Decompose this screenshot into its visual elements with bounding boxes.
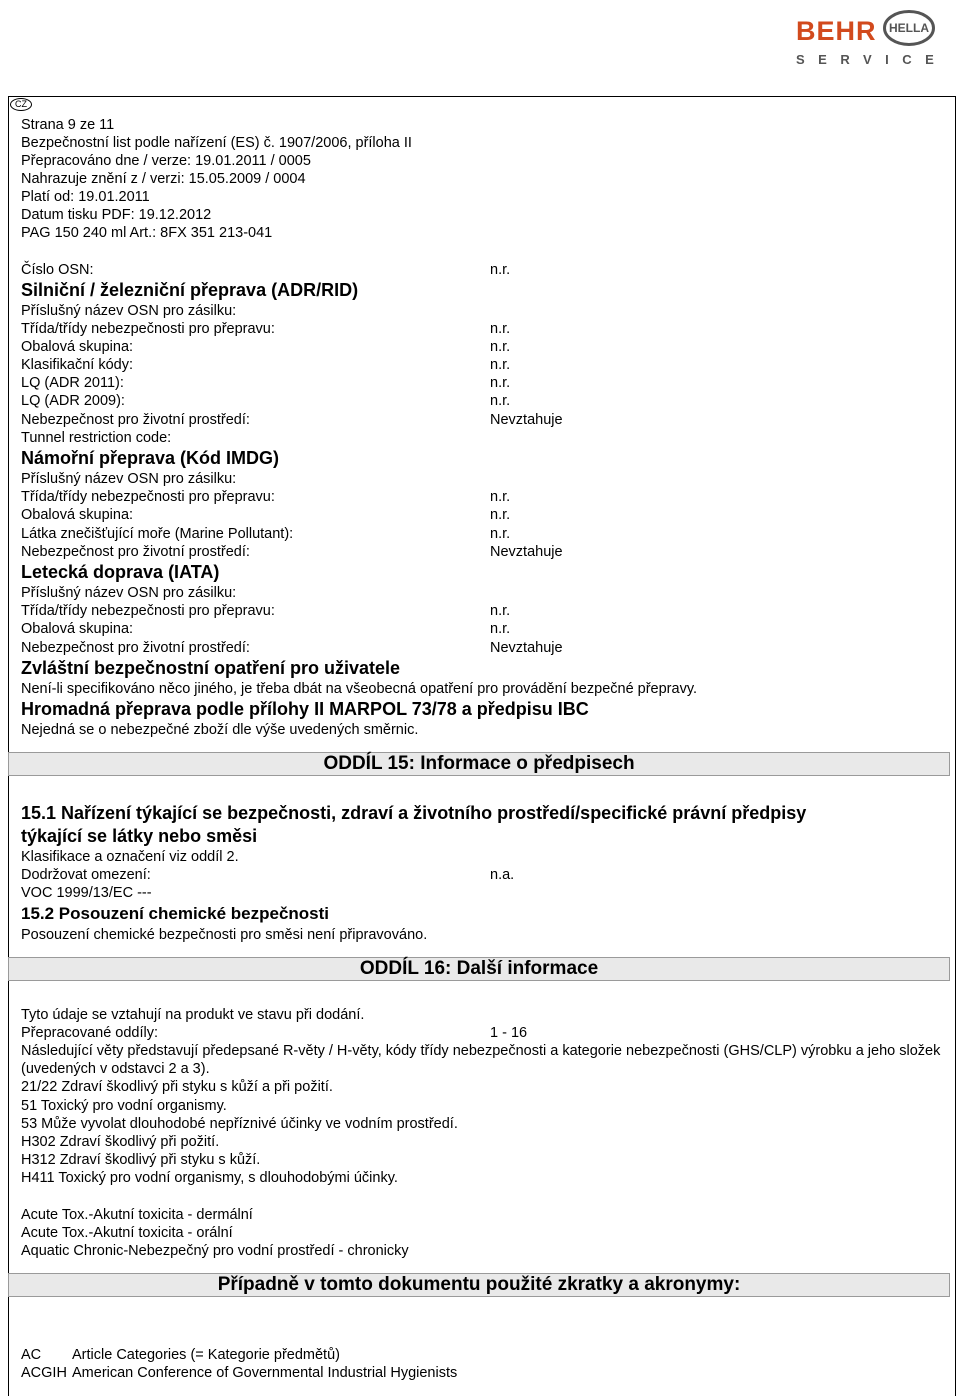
section-15-title: ODDÍL 15: Informace o předpisech xyxy=(323,753,635,774)
phrase-item: H312 Zdraví škodlivý při styku s kůží. xyxy=(21,1152,261,1168)
hella-logo-text: HELLA xyxy=(889,21,929,35)
hella-logo-icon xyxy=(883,10,935,46)
section-16-title: ODDÍL 16: Další informace xyxy=(359,958,599,979)
adr-lq2011-value: n.r. xyxy=(490,375,511,391)
restrictions-value: n.a. xyxy=(490,867,515,883)
restrictions-label: Dodržovat omezení: xyxy=(21,867,151,883)
phrase-item: H411 Toxický pro vodní organismy, s dlouhodobými účinky. xyxy=(21,1170,398,1186)
section-15-header xyxy=(8,752,950,776)
bulk-transport-heading: Hromadná přeprava podle přílohy II MARPOL 73/78 a předpisu IBC xyxy=(21,699,589,719)
section-15-1-heading-cont: týkající se látky nebo směsi xyxy=(21,826,258,846)
classification-text: Klasifikace a označení viz oddíl 2. xyxy=(21,849,239,865)
category-item: Aquatic Chronic-Nebezpečný pro vodní prostředí - chronicky xyxy=(21,1243,409,1259)
abbreviation-code: AC xyxy=(21,1347,42,1363)
adr-env-label: Nebezpečnost pro životní prostředí: xyxy=(21,412,250,428)
adr-packing-label: Obalová skupina: xyxy=(21,339,134,355)
header-line: PAG 150 240 ml Art.: 8FX 351 213-041 xyxy=(21,225,273,241)
phrase-item: 51 Toxický pro vodní organismy. xyxy=(21,1098,227,1114)
header-line: Bezpečnostní list podle nařízení (ES) č. 1907/2006, příloha II xyxy=(21,135,412,151)
imdg-heading: Námořní přeprava (Kód IMDG) xyxy=(21,448,280,468)
phrases-intro: Následující věty představují předepsané R-věty / H-věty, kódy třídy nebezpečnosti a kategorie nebezpečnosti (GHS/CLP) výrobku a jeho složek (uvedených v odstavci 2 a 3). xyxy=(21,1043,941,1077)
imdg-class-label: Třída/třídy nebezpečnosti pro přepravu: xyxy=(21,489,275,505)
imdg-class-value: n.r. xyxy=(490,489,511,505)
iata-class-value: n.r. xyxy=(490,603,511,619)
brand-logo xyxy=(794,8,960,70)
adr-env-value: Nevztahuje xyxy=(490,412,563,428)
abbreviation-code: ACGIH xyxy=(21,1365,67,1381)
service-logo-text: SERVICE xyxy=(796,52,948,67)
un-number-label: Číslo OSN: xyxy=(21,262,94,278)
voc-text: VOC 1999/13/EC --- xyxy=(21,885,152,901)
revised-sections-value: 1 - 16 xyxy=(490,1025,528,1041)
imdg-env-label: Nebezpečnost pro životní prostředí: xyxy=(21,544,250,560)
adr-lq2009-label: LQ (ADR 2009): xyxy=(21,393,125,409)
category-item: Acute Tox.-Akutní toxicita - dermální xyxy=(21,1207,253,1223)
delivery-state-text: Tyto údaje se vztahují na produkt ve stavu při dodání. xyxy=(21,1007,365,1023)
iata-shipping-name: Příslušný název OSN pro zásilku: xyxy=(21,585,237,601)
adr-tunnel-label: Tunnel restriction code: xyxy=(21,430,172,446)
adr-packing-value: n.r. xyxy=(490,339,511,355)
country-code-badge: CZ xyxy=(10,98,32,111)
iata-env-value: Nevztahuje xyxy=(490,640,563,656)
adr-heading: Silniční / železniční přeprava (ADR/RID) xyxy=(21,280,359,300)
imdg-packing-label: Obalová skupina: xyxy=(21,507,134,523)
behr-logo-text: BEHR xyxy=(796,16,877,46)
special-precautions-heading: Zvláštní bezpečnostní opatření pro uživatele xyxy=(21,658,401,678)
header-line: Datum tisku PDF: 19.12.2012 xyxy=(21,207,212,223)
phrase-item: 53 Může vyvolat dlouhodobé nepříznivé účinky ve vodním prostředí. xyxy=(21,1116,458,1132)
header-line: Přepracováno dne / verze: 19.01.2011 / 0005 xyxy=(21,153,311,169)
abbreviation-text: Article Categories (= Kategorie předmětů) xyxy=(72,1347,340,1363)
phrase-item: H302 Zdraví škodlivý při požití. xyxy=(21,1134,220,1150)
section-15-2-heading: 15.2 Posouzení chemické bezpečnosti xyxy=(21,904,330,923)
iata-packing-value: n.r. xyxy=(490,621,511,637)
bulk-transport-text: Nejedná se o nebezpečné zboží dle výše uvedených směrnic. xyxy=(21,722,419,738)
iata-packing-label: Obalová skupina: xyxy=(21,621,134,637)
category-item: Acute Tox.-Akutní toxicita - orální xyxy=(21,1225,233,1241)
imdg-marine-value: n.r. xyxy=(490,526,511,542)
adr-codes-label: Klasifikační kódy: xyxy=(21,357,134,373)
header-line: Nahrazuje znění z / verzi: 15.05.2009 / 0004 xyxy=(21,171,306,187)
abbreviations-title: Případně v tomto dokumentu použité zkratky a akronymy: xyxy=(217,1274,741,1295)
revised-sections-label: Přepracované oddíly: xyxy=(21,1025,159,1041)
adr-lq2009-value: n.r. xyxy=(490,393,511,409)
imdg-env-value: Nevztahuje xyxy=(490,544,563,560)
section-16-header xyxy=(8,957,950,981)
chemical-safety-text: Posouzení chemické bezpečnosti pro směsi není připravováno. xyxy=(21,927,428,943)
adr-class-value: n.r. xyxy=(490,321,511,337)
header-line: Strana 9 ze 11 xyxy=(21,117,115,133)
imdg-packing-value: n.r. xyxy=(490,507,511,523)
imdg-shipping-name: Příslušný název OSN pro zásilku: xyxy=(21,471,237,487)
special-precautions-text: Není-li specifikováno něco jiného, je třeba dbát na všeobecná opatření pro provádění bezpečné přepravy. xyxy=(21,681,698,697)
imdg-marine-label: Látka znečišťující moře (Marine Pollutant): xyxy=(21,526,294,542)
iata-class-label: Třída/třídy nebezpečnosti pro přepravu: xyxy=(21,603,275,619)
abbreviation-text: American Conference of Governmental Industrial Hygienists xyxy=(72,1365,458,1381)
section-15-1-heading: 15.1 Nařízení týkající se bezpečnosti, zdraví a životního prostředí/specifické právní předpisy xyxy=(21,803,807,823)
adr-codes-value: n.r. xyxy=(490,357,511,373)
iata-heading: Letecká doprava (IATA) xyxy=(21,562,220,582)
un-number-value: n.r. xyxy=(490,262,511,278)
abbreviations-header xyxy=(8,1273,950,1297)
phrase-item: 21/22 Zdraví škodlivý při styku s kůží a při požití. xyxy=(21,1079,333,1095)
iata-env-label: Nebezpečnost pro životní prostředí: xyxy=(21,640,250,656)
adr-class-label: Třída/třídy nebezpečnosti pro přepravu: xyxy=(21,321,275,337)
adr-lq2011-label: LQ (ADR 2011): xyxy=(21,375,124,391)
adr-shipping-name: Příslušný název OSN pro zásilku: xyxy=(21,303,237,319)
header-line: Platí od: 19.01.2011 xyxy=(21,189,150,205)
